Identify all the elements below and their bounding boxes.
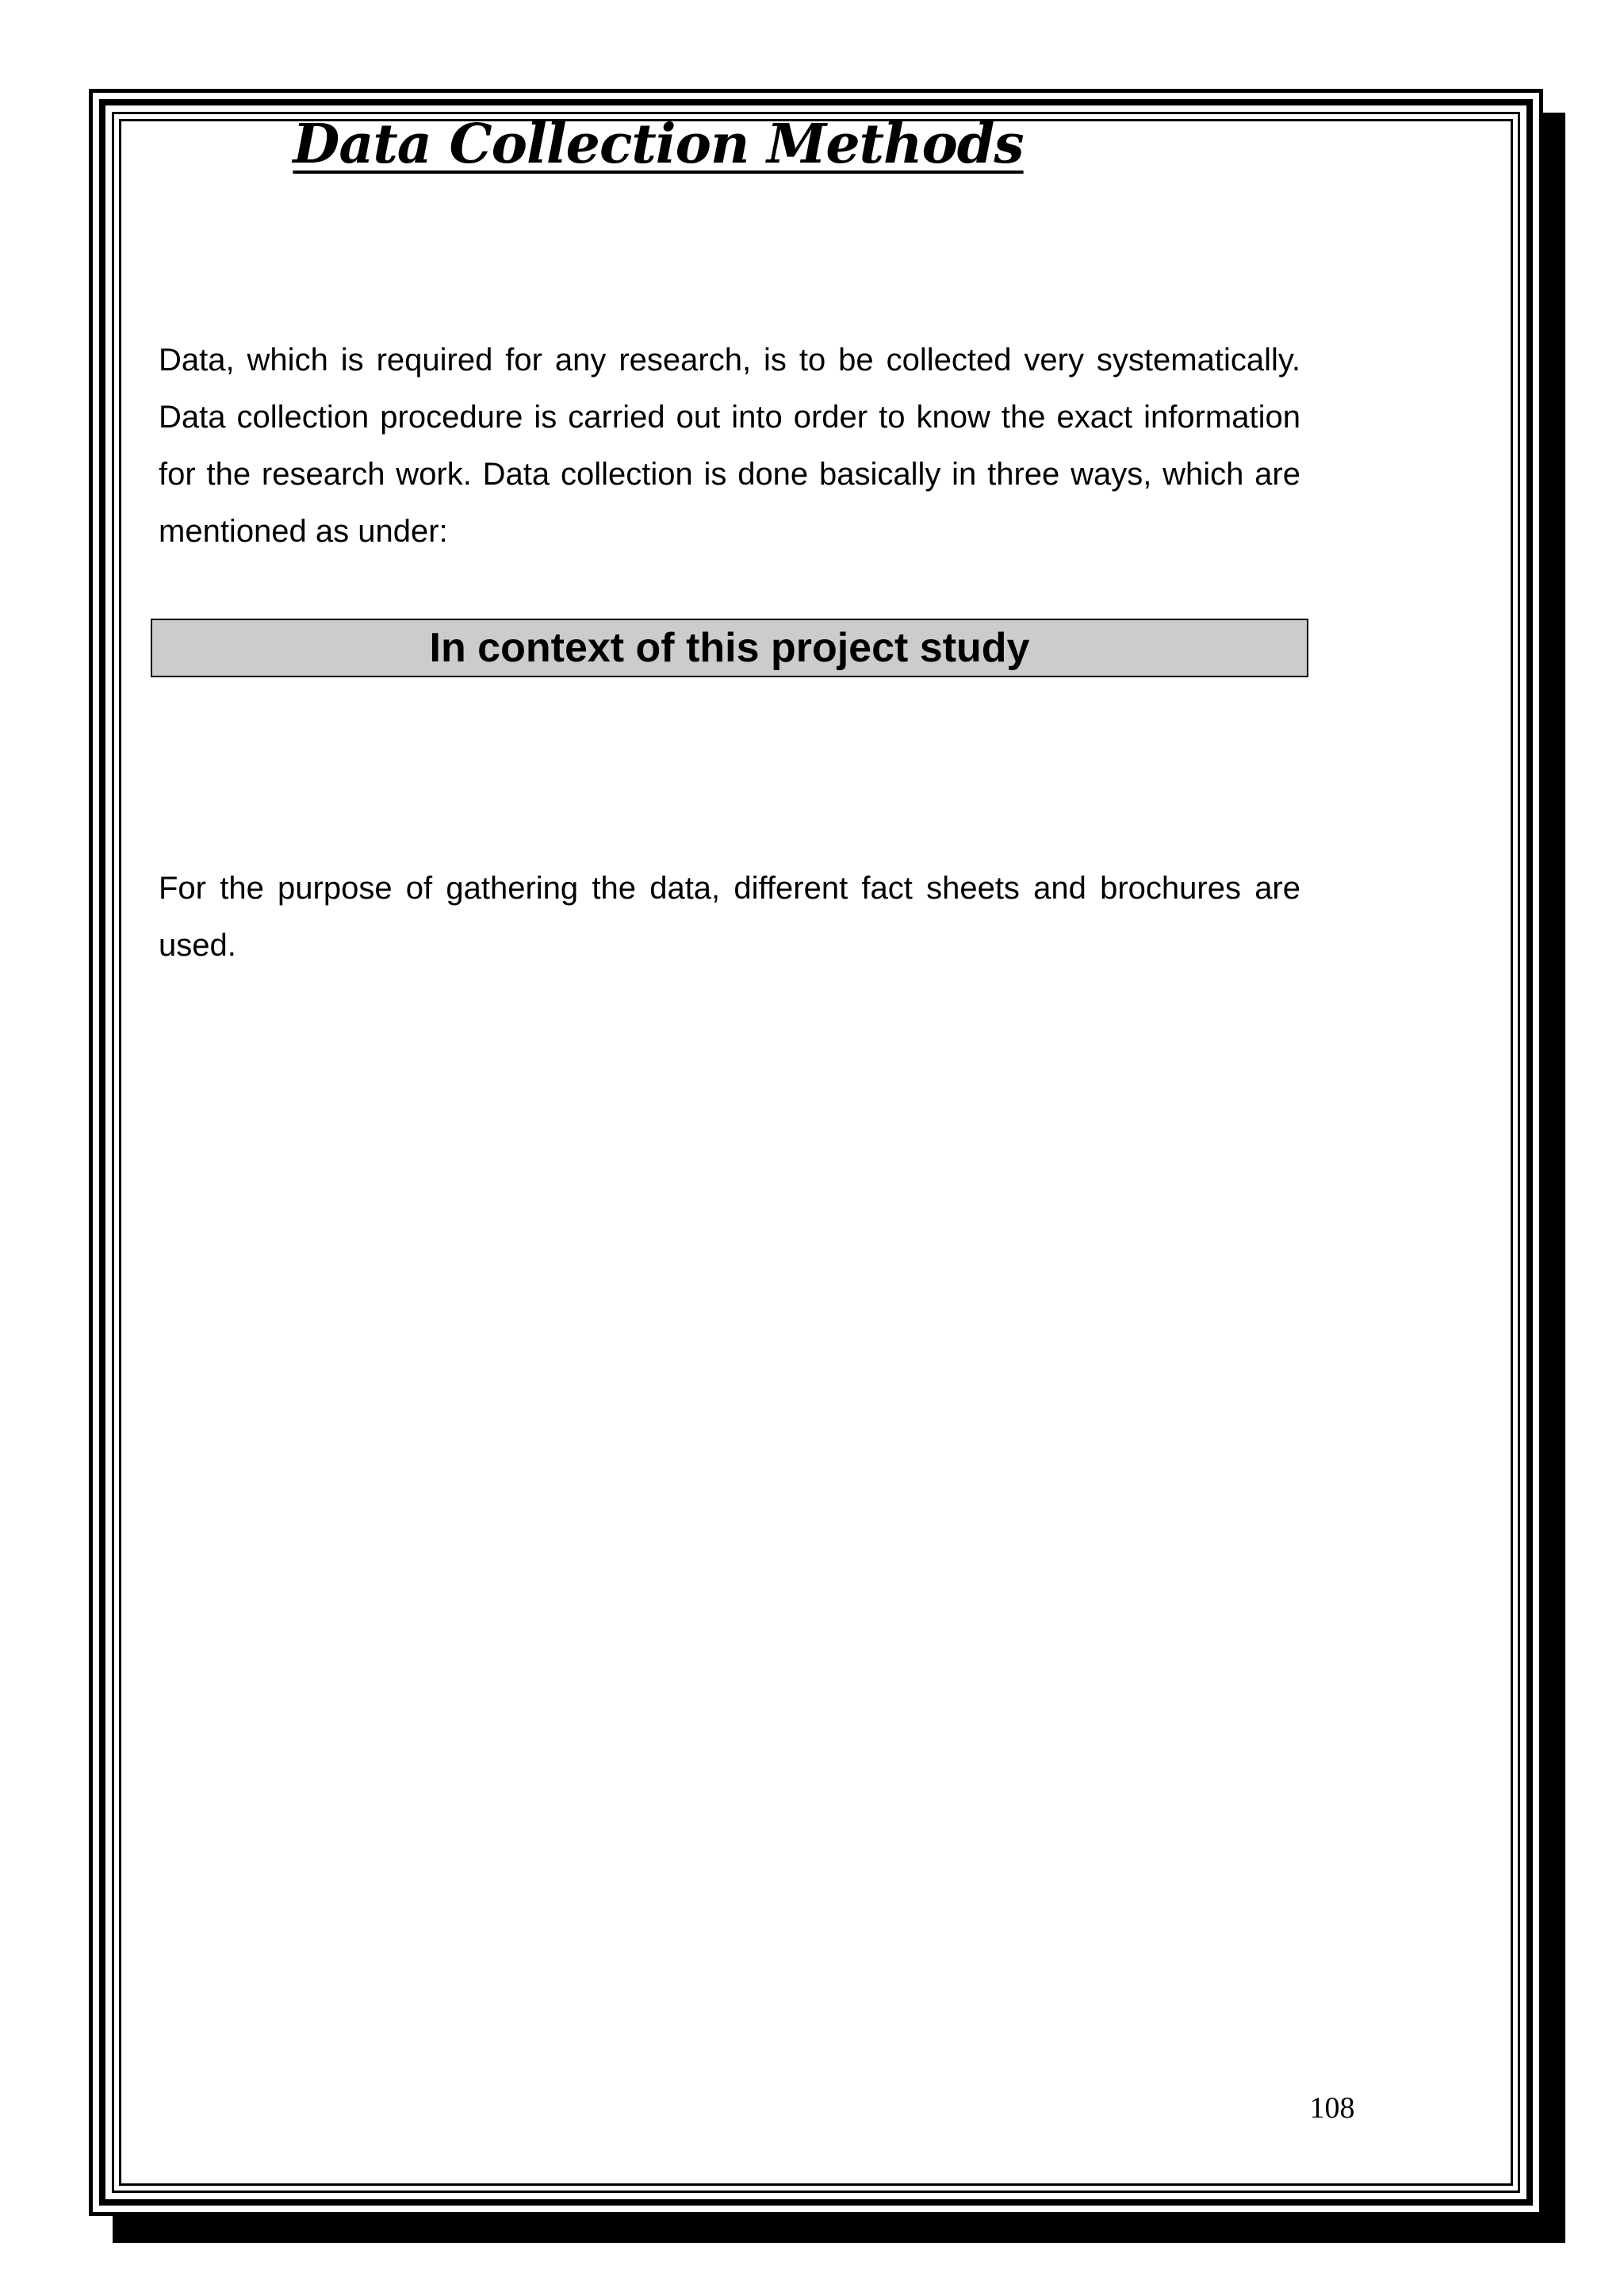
intro-paragraph: Data, which is required for any research, is to be collected very systematically. Data collection procedure is carried out into order to know the exact information for the research work. Data collection is done basically in three ways, which are mentioned as under: — [159, 343, 1300, 549]
purpose-paragraph: For the purpose of gathering the data, different fact sheets and brochures are used. — [159, 871, 1300, 963]
page-number: 108 — [1309, 2091, 1355, 2122]
section-heading: In context of this project study — [429, 625, 1030, 671]
page-title: Data Collection Methods — [293, 113, 1024, 176]
section-heading-box — [151, 619, 1308, 677]
